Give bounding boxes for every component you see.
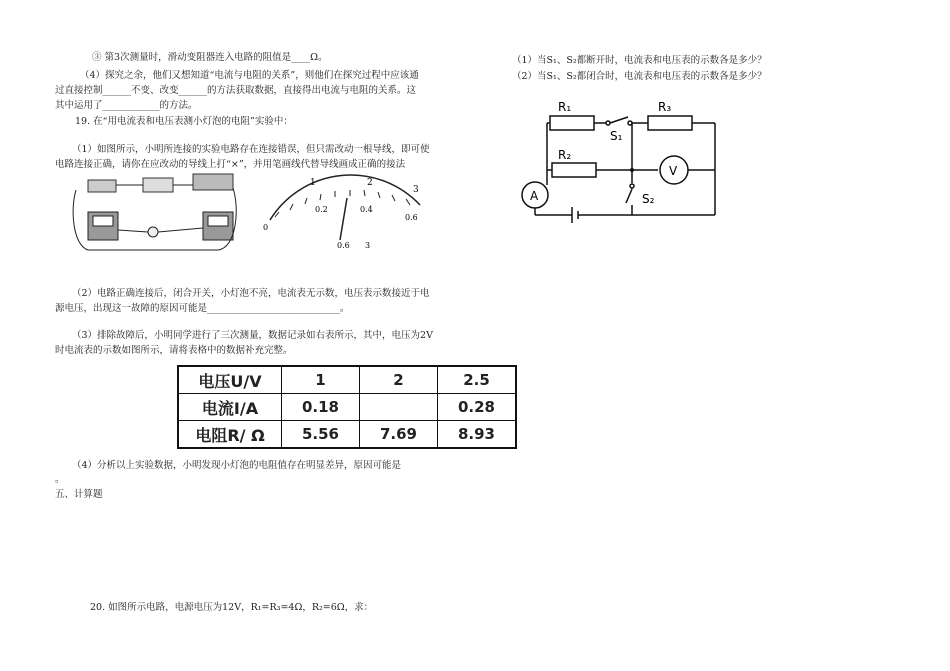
table-cell: 0.18	[282, 394, 360, 421]
meter-top-label-3: 3	[413, 185, 419, 195]
meter-top-label-2: 2	[367, 178, 373, 188]
q18-part4-line1: （4）探究之余，他们又想知道“电流与电阻的关系”，则他们在探究过程中应该通	[80, 70, 419, 81]
q19-part2-line1: （2）电路正确连接后，闭合开关，小灯泡不亮，电流表无示数，电压表示数接近于电	[72, 288, 430, 299]
table-cell: 1	[282, 366, 360, 394]
label-r2: R₂	[558, 148, 572, 162]
ammeter-scale-figure	[255, 170, 435, 255]
q19-part2-line2: 源电压，出现这一故障的原因可能是____________________________。	[55, 303, 350, 314]
meter-terminal-label-1: 0.6	[337, 241, 350, 250]
label-r3: R₃	[658, 100, 672, 114]
table-cell: 5.56	[282, 421, 360, 449]
q20-stem: 20. 如图所示电路，电源电压为12V，R₁=R₃=4Ω，R₂=6Ω，求：	[90, 602, 374, 613]
q20-part2: （2）当S₁、S₂都闭合时，电流表和电压表的示数各是多少？	[512, 71, 767, 82]
experiment-circuit-figure	[68, 170, 243, 255]
table-cell: 2.5	[438, 366, 517, 394]
q19-part3-line2: 时电流表的示数如图所示，请将表格中的数据补充完整。	[55, 345, 293, 356]
table-cell-blank	[360, 394, 438, 421]
label-r1: R₁	[558, 100, 572, 114]
q19-part4-line2: 。	[55, 474, 65, 485]
meter-bottom-label-1: 0.2	[315, 205, 328, 214]
voltmeter-symbol: V	[669, 164, 678, 178]
meter-bottom-label-2: 0.4	[360, 205, 373, 214]
table-header-resistance: 电阻R/ Ω	[178, 421, 282, 449]
table-cell: 8.93	[438, 421, 517, 449]
measurement-table	[177, 365, 517, 449]
label-s1: S₁	[610, 129, 623, 143]
table-row	[178, 421, 516, 449]
label-s2: S₂	[642, 192, 655, 206]
ammeter-symbol: A	[530, 189, 539, 203]
table-header-voltage: 电压U/V	[178, 366, 282, 394]
q19-part4-line1: （4）分析以上实验数据，小明发现小灯泡的电阻值存在明显差异，原因可能是	[72, 460, 402, 471]
section-five-title: 五、计算题	[55, 489, 103, 500]
q18-part3: ③ 第3次测量时，滑动变阻器连入电路的阻值是____Ω。	[92, 52, 328, 63]
meter-bottom-label-3: 0.6	[405, 213, 418, 222]
table-cell: 2	[360, 366, 438, 394]
q18-part4-line2: 过直接控制______不变、改变______的方法获取数据，直接得出电流与电阻的关系。这	[55, 85, 417, 96]
calculation-circuit-figure	[510, 95, 730, 225]
table-row	[178, 394, 516, 421]
q18-part4-line3: 其中运用了____________的方法。	[55, 100, 198, 111]
meter-zero-label: 0	[263, 223, 269, 232]
table-cell: 7.69	[360, 421, 438, 449]
meter-terminal-label-2: 3	[365, 241, 371, 250]
q19-part1-line1: （1）如图所示，小明所连接的实验电路存在连接错误，但只需改动一根导线，即可使	[72, 144, 430, 155]
table-cell: 0.28	[438, 394, 517, 421]
meter-top-label-1: 1	[310, 178, 316, 188]
q20-part1: （1）当S₁、S₂都断开时，电流表和电压表的示数各是多少？	[512, 55, 767, 66]
table-row	[178, 366, 516, 394]
q19-part3-line1: （3）排除故障后，小明同学进行了三次测量，数据记录如右表所示，其中，电压为2V	[72, 330, 433, 341]
q19-title: 19. 在“用电流表和电压表测小灯泡的电阻”实验中：	[75, 116, 293, 127]
table-header-current: 电流I/A	[178, 394, 282, 421]
q19-part1-line2: 电路连接正确，请你在应改动的导线上打“×”，并用笔画线代替导线画成正确的接法	[55, 159, 406, 170]
